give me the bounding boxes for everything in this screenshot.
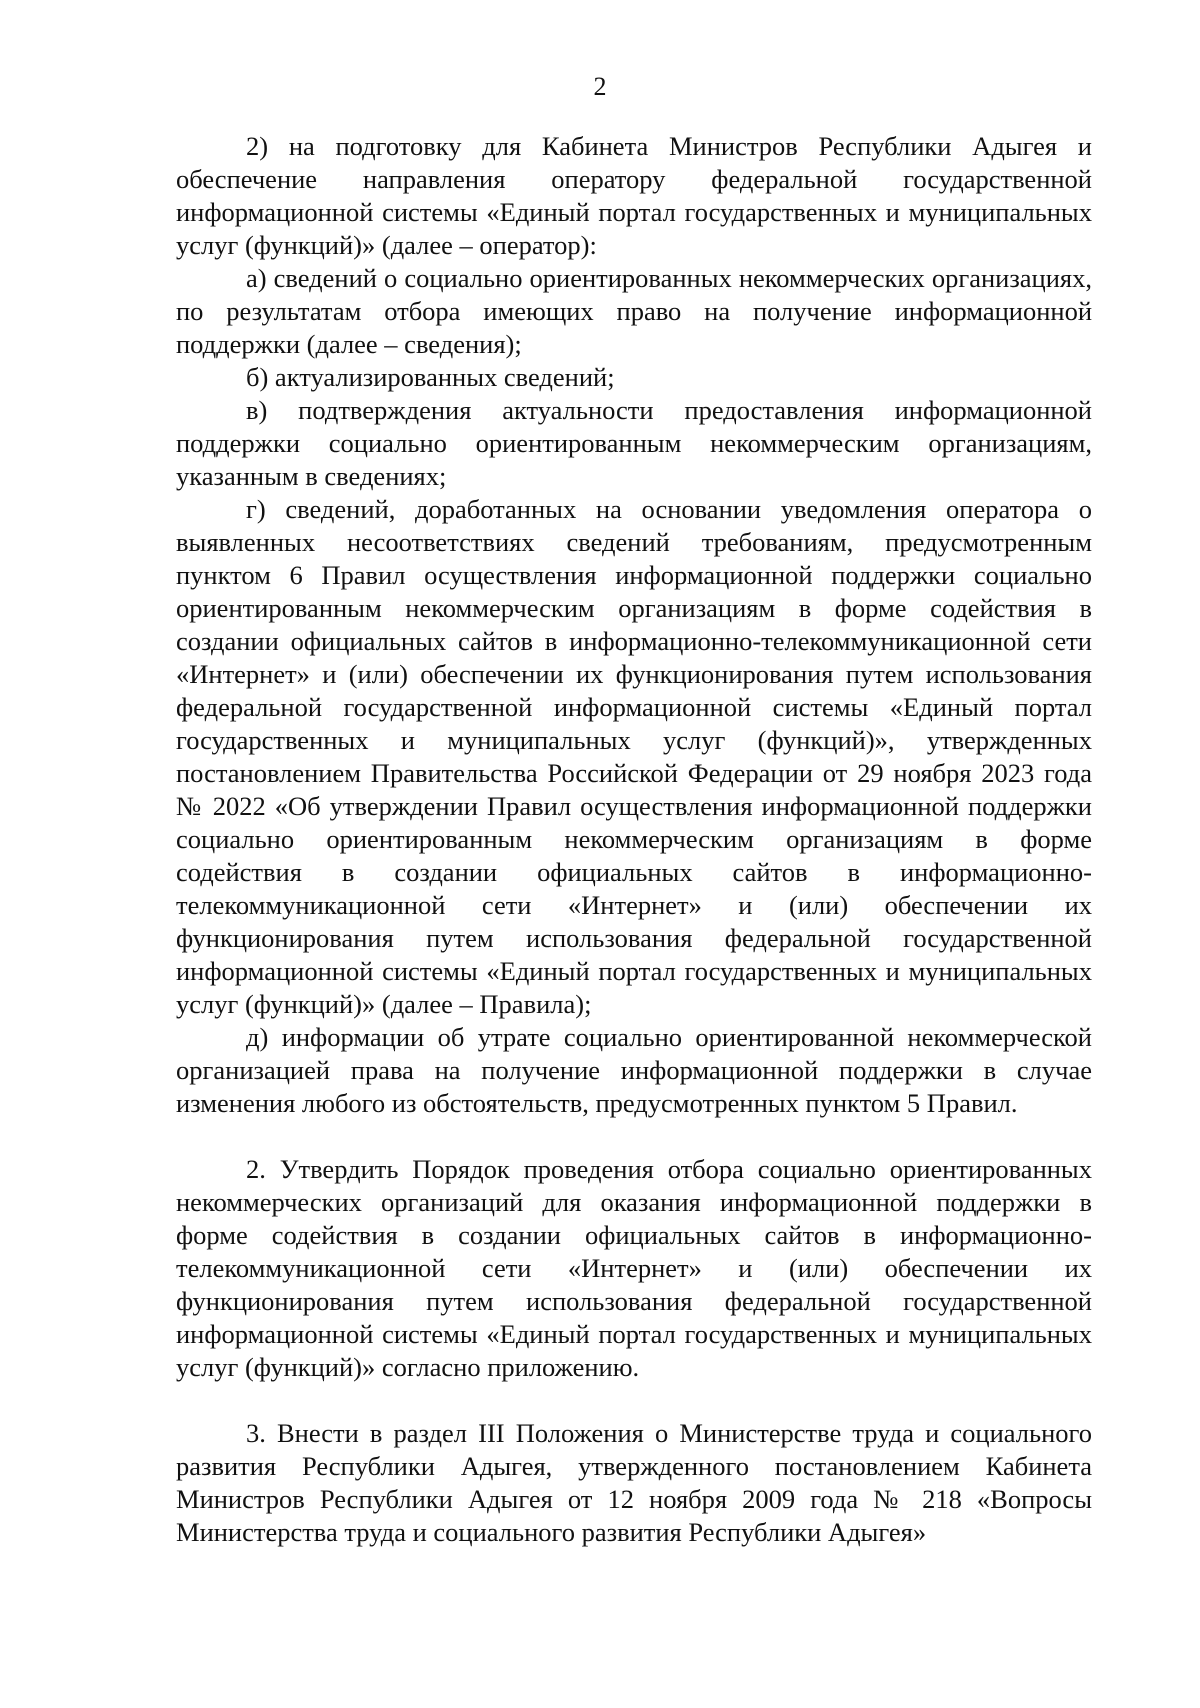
page-number: 2: [593, 72, 607, 101]
paragraph-g-revised: г) сведений, доработанных на основании уведомления оператора о выявленных несоответствиях сведений требованиям, предусмотренным пунктом 6 Правил осуществления информационной поддержки социально ориентированным некоммерческим организациям в форме содействия в создании официальных сайтов в информационно-телекоммуникационной сети «Интернет» и (или) обеспечении их функционирования путем использования федеральной государственной информационной системы «Единый портал государственных и муниципальных услуг (функций)», утвержденных постановлением Правительства Российской Федерации от 29 ноября 2023 года № 2022 «Об утверждении Правил осуществления информационной поддержки социально ориентированным некоммерческим организациям в форме содействия в создании официальных сайтов в информационно-телекоммуникационной сети «Интернет» и (или) обеспечении их функционирования путем использования федеральной государственной информационной системы «Единый портал государственных и муниципальных услуг (функций)» (далее – Правила);: [176, 494, 1092, 1019]
paragraph-d-loss-of-right: д) информации об утрате социально ориентированной некоммерческой организацией права на получение информационной поддержки в случае изменения любого из обстоятельств, предусмотренных пунктом 5 Правил.: [176, 1022, 1092, 1118]
document-body: [176, 130, 1092, 1549]
paragraph-b-updated: б) актуализированных сведений;: [246, 362, 615, 392]
paragraph-v-confirmation: в) подтверждения актуальности предоставления информационной поддержки социально ориентированным некоммерческим организациям, указанным в сведениях;: [176, 395, 1092, 491]
paragraph-2-preparation: 2) на подготовку для Кабинета Министров Республики Адыгея и обеспечение направления оператору федеральной государственной информационной системы «Единый портал государственных и муниципальных услуг (функций)» (далее – оператор):: [176, 131, 1092, 260]
paragraph-item-3-amend: 3. Внести в раздел III Положения о Министерстве труда и социального развития Республики Адыгея, утвержденного постановлением Кабинета Министров Республики Адыгея от 12 ноября 2009 года № 218 «Вопросы Министерства труда и социального развития Республики Адыгея»: [176, 1418, 1092, 1547]
paragraph-item-2-approve: 2. Утвердить Порядок проведения отбора социально ориентированных некоммерческих организаций для оказания информационной поддержки в форме содействия в создании официальных сайтов в информационно-телекоммуникационной сети «Интернет» и (или) обеспечении их функционирования путем использования федеральной государственной информационной системы «Единый портал государственных и муниципальных услуг (функций)» согласно приложению.: [176, 1154, 1092, 1382]
paragraph-a-info: а) сведений о социально ориентированных некоммерческих организациях, по результатам отбора имеющих право на получение информационной поддержки (далее – сведения);: [176, 263, 1092, 359]
